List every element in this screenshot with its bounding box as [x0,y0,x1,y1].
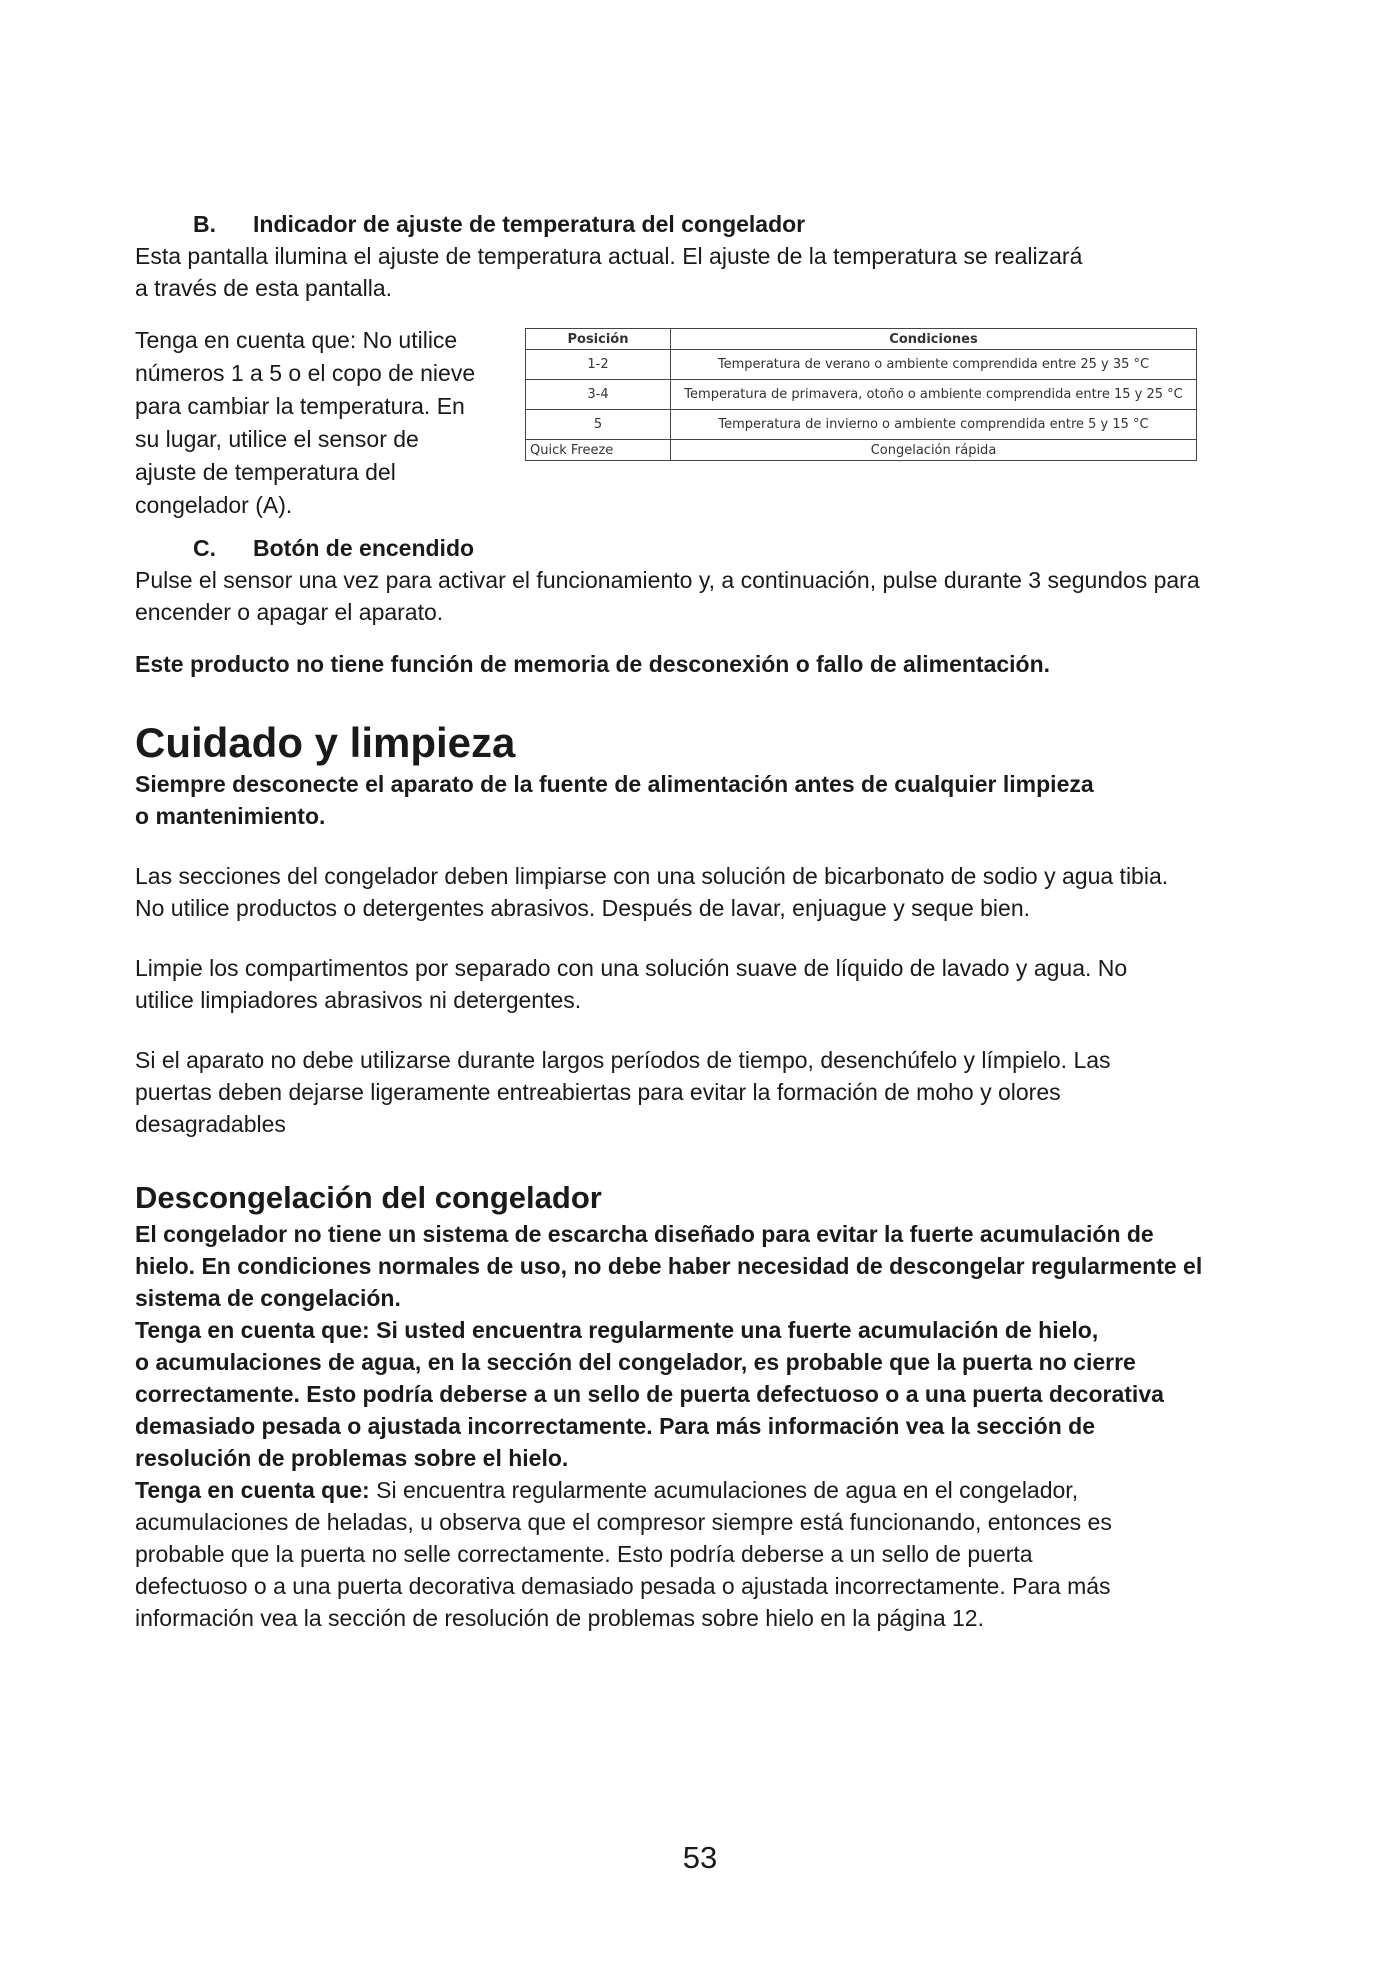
care-paragraph-line: Limpie los compartimentos por separado con una solución suave de líquido de lavado y agua. No [135,955,1128,981]
table-cell-condition: Temperatura de invierno o ambiente comprendida entre 5 y 15 °C [671,410,1197,440]
note-line: para cambiar la temperatura. En [135,393,465,419]
table-header-row [526,329,1197,350]
defrost-bold-line: correctamente. Esto podría deberse a un sello de puerta defectuoso o a una puerta decorativa [135,1381,1164,1407]
position-conditions-table [525,328,1197,461]
note-line: Tenga en cuenta que: No utilice [135,327,458,353]
care-paragraph-line: Las secciones del congelador deben limpiarse con una solución de bicarbonato de sodio y agua tibia. [135,863,1169,889]
defrost-bold-line: hielo. En condiciones normales de uso, no debe haber necesidad de descongelar regularmente el [135,1253,1203,1279]
defrost-bold-line: sistema de congelación. [135,1285,401,1311]
defrost-note-block [135,1474,1215,1634]
defrost-note-line: acumulaciones de heladas, u observa que el compresor siempre está funcionando, entonces es [135,1509,1112,1535]
table-row [526,350,1197,380]
care-warning-line: Siempre desconecte el aparato de la fuente de alimentación antes de cualquier limpieza [135,771,1094,797]
defrost-note-text: Si encuentra regularmente acumulaciones de agua en el congelador, [369,1477,1079,1503]
section-b-note-row [135,324,1215,522]
page-number: 53 [682,1840,718,1875]
defrost-bold-line: resolución de problemas sobre el hielo. [135,1445,569,1471]
care-section-title: Cuidado y limpieza [135,719,516,766]
section-b-letter: B. [193,211,216,237]
defrost-bold-block [135,1218,1215,1474]
section-c-text-line: encender o apagar el aparato. [135,599,444,625]
manual-page [135,208,1215,1634]
table-cell-position: 5 [526,410,671,440]
section-c-letter: C. [193,535,216,561]
defrost-note-line: información vea la sección de resolución de problemas sobre hielo en la página 12. [135,1605,984,1631]
defrost-note-line: defectuoso o a una puerta decorativa demasiado pesada o ajustada incorrectamente. Para más [135,1573,1111,1599]
section-b-text-line: Esta pantalla ilumina el ajuste de temperatura actual. El ajuste de la temperatura se realizará [135,243,1083,269]
defrost-note-line: probable que la puerta no selle correctamente. Esto podría deberse a un sello de puerta [135,1541,1033,1567]
note-line: congelador (A). [135,492,293,518]
section-c-bold-note: Este producto no tiene función de memoria de desconexión o fallo de alimentación. [135,651,1051,677]
care-paragraph-line: puertas deben dejarse ligeramente entreabiertas para evitar la formación de moho y olores [135,1079,1061,1105]
table-row [526,380,1197,410]
section-c-title: Botón de encendido [253,535,475,561]
table-row [526,410,1197,440]
section-b-title: Indicador de ajuste de temperatura del congelador [253,211,806,237]
table-header-position: Posición [526,329,671,350]
position-table-wrapper [525,328,1197,461]
table-cell-position: 3-4 [526,380,671,410]
section-b-text-line: a través de esta pantalla. [135,275,392,301]
defrost-bold-line: Tenga en cuenta que: Si usted encuentra regularmente una fuerte acumulación de hielo, [135,1317,1099,1343]
table-cell-condition: Temperatura de verano o ambiente comprendida entre 25 y 35 °C [671,350,1197,380]
care-paragraph-line: utilice limpiadores abrasivos ni detergentes. [135,987,582,1013]
defrost-section-title: Descongelación del congelador [135,1180,602,1215]
table-cell-condition: Temperatura de primavera, otoño o ambiente comprendida entre 15 y 25 °C [671,380,1197,410]
section-c-text-line: Pulse el sensor una vez para activar el funcionamiento y, a continuación, pulse durante 3 segundos para [135,567,1200,593]
care-warning-line: o mantenimiento. [135,803,326,829]
defrost-bold-line: o acumulaciones de agua, en la sección del congelador, es probable que la puerta no cierre [135,1349,1136,1375]
section-b-note [135,324,495,522]
table-cell-position: 1-2 [526,350,671,380]
defrost-bold-line: El congelador no tiene un sistema de escarcha diseñado para evitar la fuerte acumulación de [135,1221,1154,1247]
care-paragraph-line: desagradables [135,1111,286,1137]
note-line: ajuste de temperatura del [135,459,396,485]
note-line: su lugar, utilice el sensor de [135,426,419,452]
care-paragraph-line: Si el aparato no debe utilizarse durante largos períodos de tiempo, desenchúfelo y límpielo. Las [135,1047,1111,1073]
defrost-note-label: Tenga en cuenta que: [135,1477,370,1503]
table-row [526,440,1197,461]
section-b-heading [135,208,1215,240]
table-cell-condition: Congelación rápida [671,440,1197,461]
table-cell-position: Quick Freeze [526,440,671,461]
note-line: números 1 a 5 o el copo de nieve [135,360,476,386]
section-c-heading [135,532,1215,564]
defrost-note-line [135,1474,1215,1506]
care-paragraph-line: No utilice productos o detergentes abrasivos. Después de lavar, enjuague y seque bien. [135,895,1031,921]
defrost-bold-line: demasiado pesada o ajustada incorrectamente. Para más información vea la sección de [135,1413,1096,1439]
table-header-conditions: Condiciones [671,329,1197,350]
